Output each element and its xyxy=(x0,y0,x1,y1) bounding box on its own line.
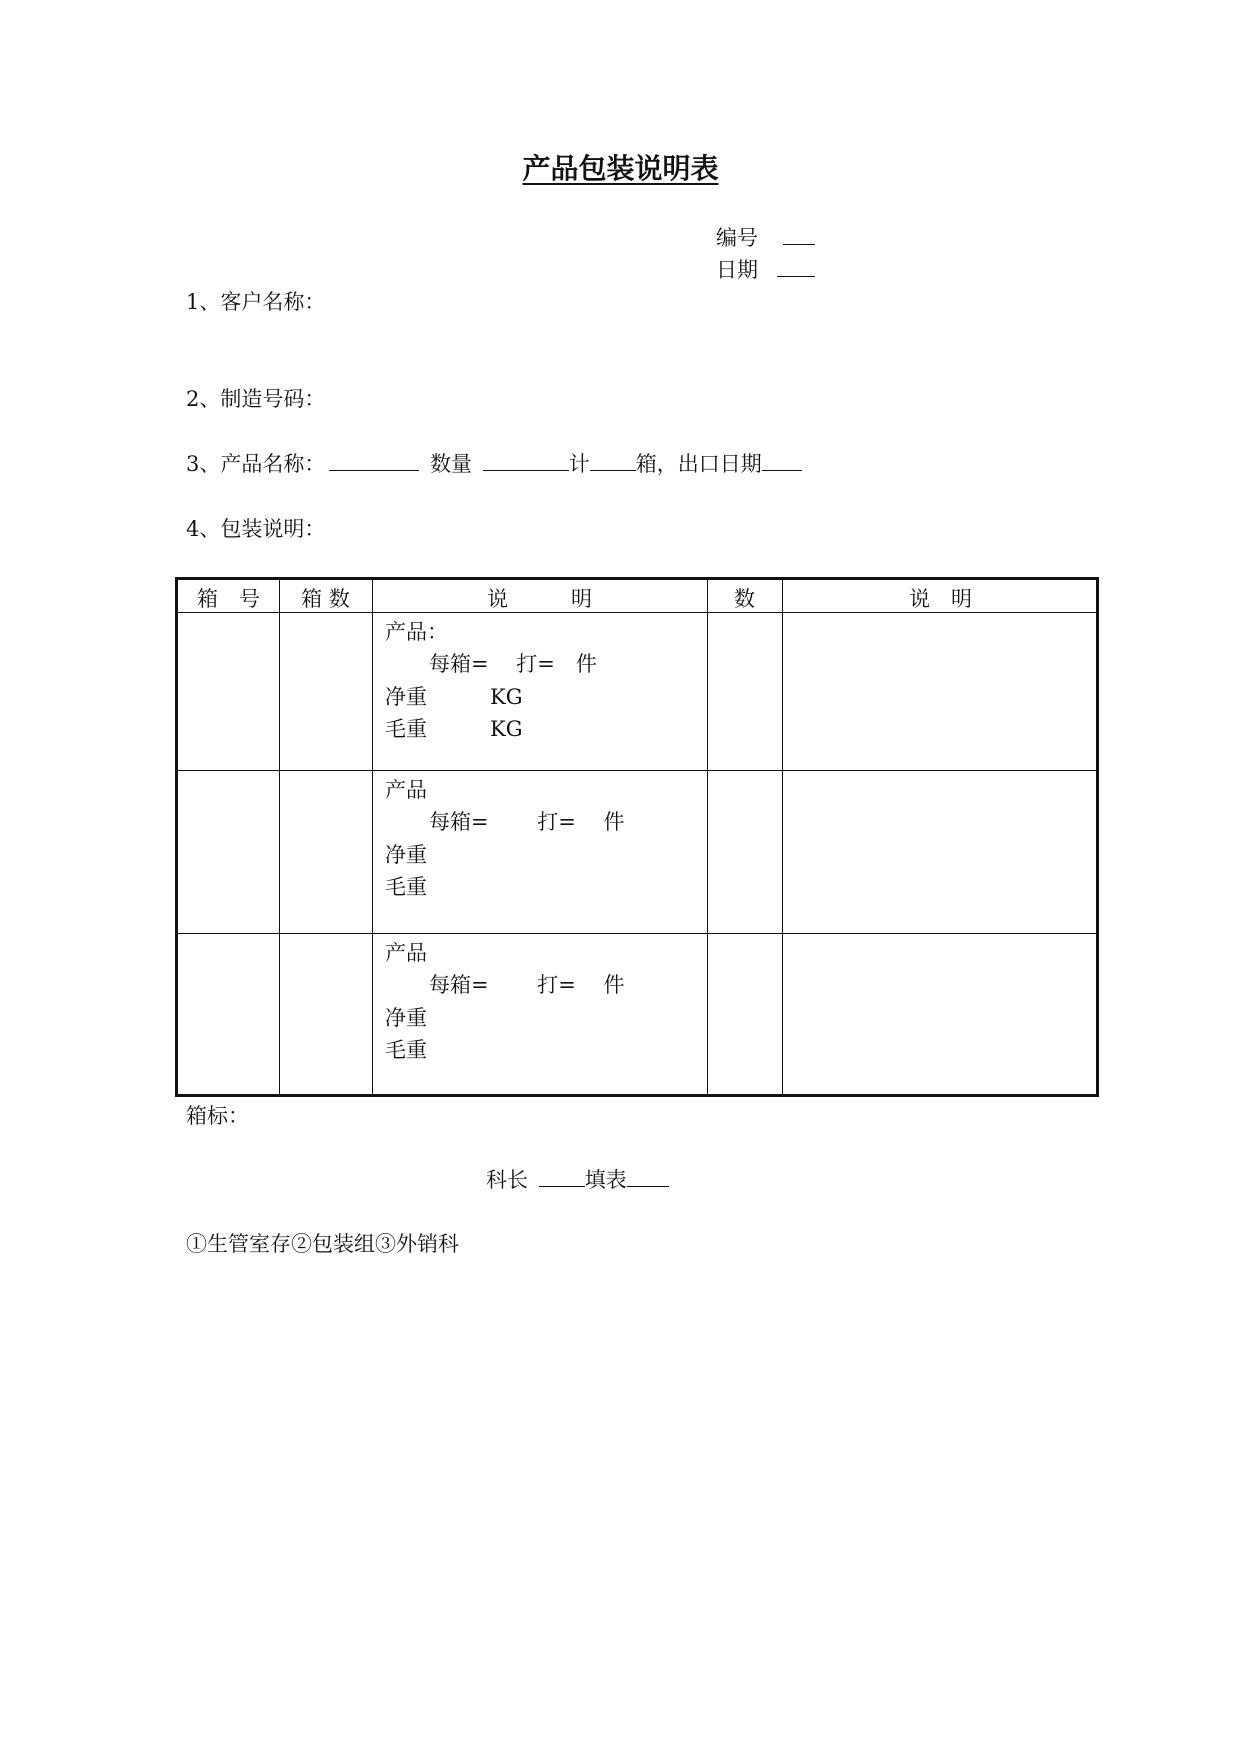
section-chief-label: 科长 xyxy=(486,1168,528,1192)
box-count-blank[interactable] xyxy=(590,450,636,471)
table-divider xyxy=(372,580,373,1094)
number-blank[interactable] xyxy=(783,224,815,245)
distribution-note: ①生管室存②包装组③外销科 xyxy=(186,1232,459,1256)
table-row-rule xyxy=(178,770,1096,771)
table-divider xyxy=(782,580,783,1094)
date-blank[interactable] xyxy=(777,256,815,277)
product-name-label: 3、产品名称： xyxy=(186,452,326,476)
row2-net-weight: 净重 xyxy=(385,843,427,867)
quantity-label: 数量 xyxy=(430,452,473,476)
table-divider xyxy=(707,580,708,1094)
signature-line xyxy=(486,1166,669,1194)
row3-product: 产品 xyxy=(385,941,427,965)
total-label: 计 xyxy=(568,452,590,476)
date-field xyxy=(716,256,815,284)
row3-per-box: 每箱= 打= 件 xyxy=(429,973,625,997)
row3-gross-weight: 毛重 xyxy=(385,1038,427,1062)
header-description: 说 明 xyxy=(487,587,592,611)
row2-gross-weight: 毛重 xyxy=(385,875,427,899)
header-quantity: 数 xyxy=(734,587,755,611)
page-title: 产品包装说明表 xyxy=(522,152,719,185)
box-mark-label: 箱标： xyxy=(186,1104,249,1128)
filled-by-blank[interactable] xyxy=(627,1166,669,1187)
row1-net-weight: 净重 KG xyxy=(385,685,523,709)
row1-product: 产品： xyxy=(385,620,448,644)
header-box-no: 箱 号 xyxy=(197,587,260,611)
product-line xyxy=(186,450,802,478)
manufacture-no-label: 2、制造号码： xyxy=(186,387,326,411)
row2-product: 产品 xyxy=(385,778,427,802)
section-chief-blank[interactable] xyxy=(539,1166,585,1187)
number-field xyxy=(716,224,815,252)
packing-table xyxy=(175,577,1099,1097)
filled-by-label: 填表 xyxy=(584,1168,627,1192)
quantity-blank[interactable] xyxy=(483,450,569,471)
header-box-count: 箱 数 xyxy=(301,587,350,611)
row1-per-box: 每箱= 打= 件 xyxy=(429,652,597,676)
export-date-blank[interactable] xyxy=(762,450,802,471)
product-name-blank[interactable] xyxy=(329,450,419,471)
export-date-label: 箱，出口日期 xyxy=(635,452,762,476)
table-row-rule xyxy=(178,933,1096,934)
row1-gross-weight: 毛重 KG xyxy=(385,717,523,741)
table-divider xyxy=(279,580,280,1094)
row3-net-weight: 净重 xyxy=(385,1006,427,1030)
packing-desc-label: 4、包装说明： xyxy=(186,517,326,541)
number-label: 编号 xyxy=(716,226,758,250)
customer-name-label: 1、客户名称： xyxy=(186,290,326,314)
date-label: 日期 xyxy=(716,258,758,282)
row2-per-box: 每箱= 打= 件 xyxy=(429,810,625,834)
header-notes: 说 明 xyxy=(909,587,972,611)
